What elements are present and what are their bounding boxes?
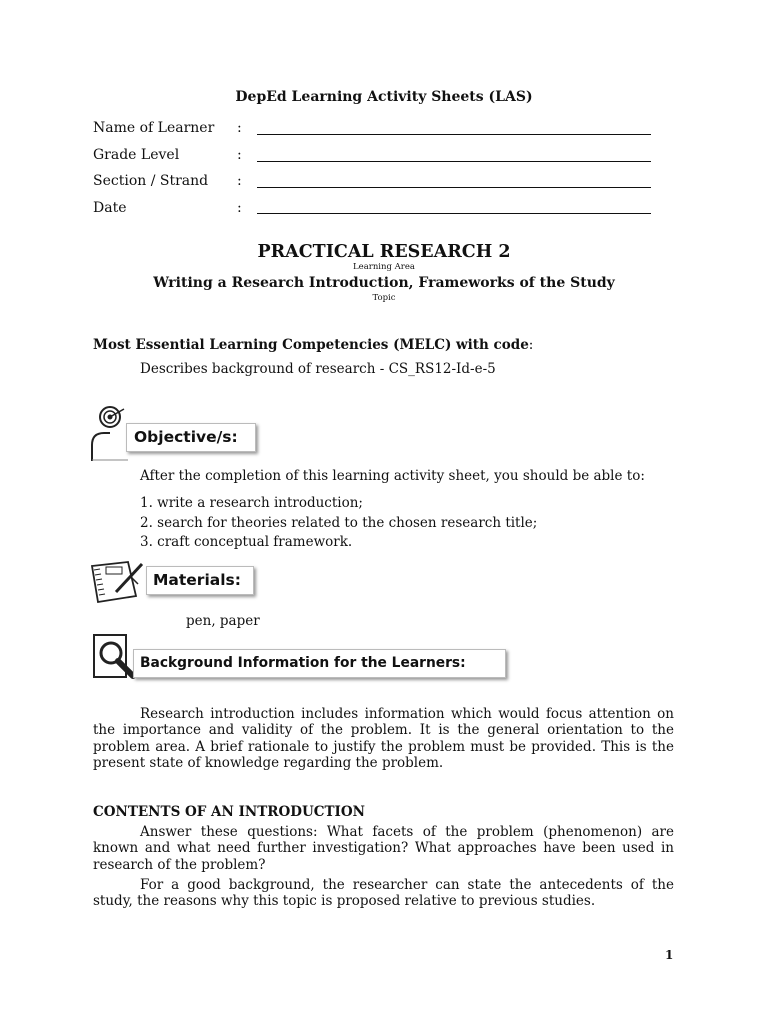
melc-heading: Most Essential Learning Competencies (MELC) with code:: [93, 337, 534, 353]
field-label-section: Section / Strand: [93, 173, 209, 189]
field-colon: :: [237, 120, 242, 136]
page-number: 1: [665, 948, 674, 962]
list-item: 1. write a research introduction;: [140, 495, 363, 511]
list-item: 2. search for theories related to the chosen research title;: [140, 514, 538, 531]
objectives-list: [140, 494, 537, 553]
contents-heading: CONTENTS OF AN INTRODUCTION: [93, 804, 365, 820]
subject-title: PRACTICAL RESEARCH 2: [257, 242, 511, 262]
date-input-line[interactable]: [257, 213, 651, 214]
objectives-heading: Objective/s:: [134, 428, 238, 446]
background-heading-box: [133, 649, 506, 678]
materials-heading-box: [146, 566, 254, 595]
field-label-grade: Grade Level: [93, 147, 180, 163]
background-paragraph: Research introduction includes information which would focus attention on the importance and validity of the problem. It is the general orientation to the problem area. A brief rationale to justify the problem must be provided. This is the present state of knowledge regarding the problem.: [93, 706, 674, 772]
field-colon: :: [237, 173, 242, 189]
materials-list: pen, paper: [186, 613, 260, 629]
objectives-heading-box: [126, 423, 256, 452]
name-input-line[interactable]: [257, 134, 651, 135]
notebook-pencil-icon: [88, 558, 146, 604]
target-person-icon: [88, 405, 130, 461]
field-label-date: Date: [93, 200, 127, 216]
learning-area-caption: Learning Area: [353, 262, 415, 272]
section-input-line[interactable]: [257, 187, 651, 188]
topic-title: Writing a Research Introduction, Frameworks of the Study: [153, 275, 615, 291]
contents-paragraph-1: Answer these questions: What facets of the problem (phenomenon) are known and what need further investigation? What approaches have been used in research of the problem?: [93, 824, 674, 873]
background-heading: Background Information for the Learners:: [140, 655, 466, 671]
document-header-title: DepEd Learning Activity Sheets (LAS): [235, 89, 533, 105]
melc-competency: Describes background of research - CS_RS12-Id-e-5: [140, 361, 496, 377]
field-colon: :: [237, 200, 242, 216]
topic-caption: Topic: [372, 293, 396, 303]
objectives-intro: After the completion of this learning activity sheet, you should be able to:: [140, 468, 645, 484]
contents-paragraph-2: For a good background, the researcher can state the antecedents of the study, the reasons why this topic is proposed relative to previous studies.: [93, 877, 674, 910]
materials-heading: Materials:: [153, 571, 241, 589]
field-colon: :: [237, 147, 242, 163]
grade-input-line[interactable]: [257, 161, 651, 162]
field-label-name: Name of Learner: [93, 120, 215, 136]
list-item: 3. craft conceptual framework.: [140, 534, 353, 550]
magnifier-document-icon: [91, 633, 137, 683]
